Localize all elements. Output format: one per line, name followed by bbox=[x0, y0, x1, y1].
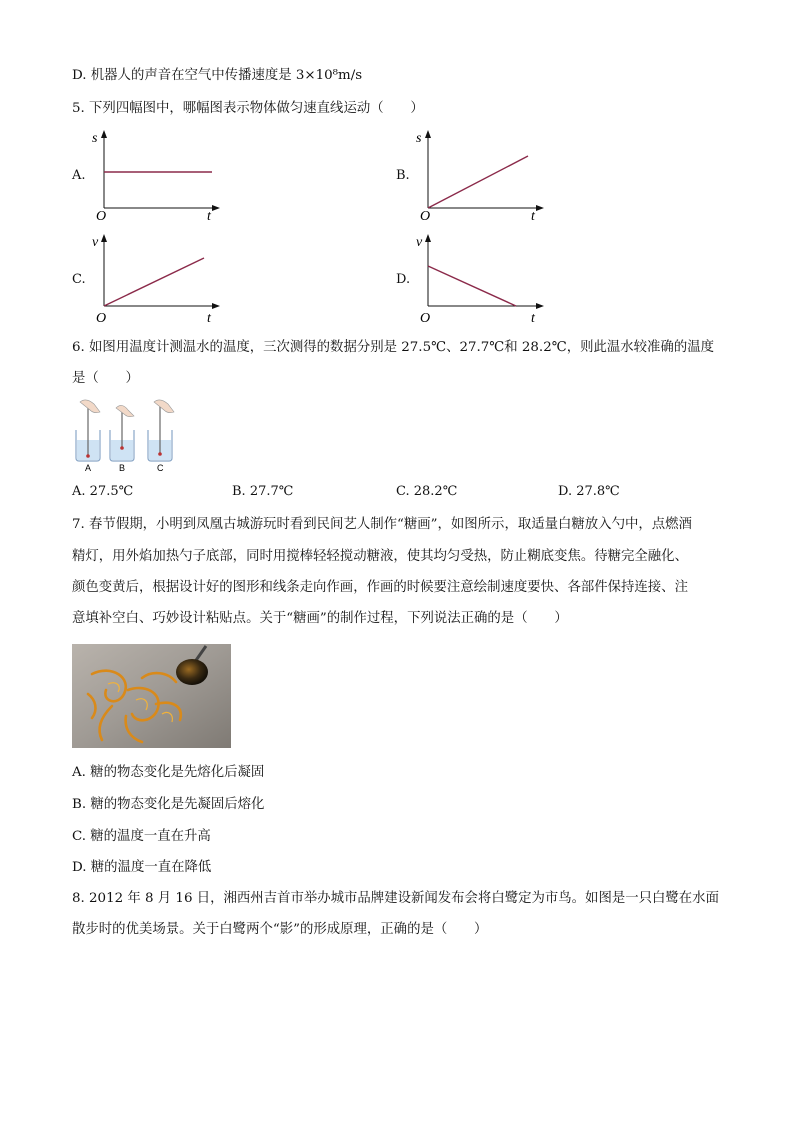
q6-option-a: A. 27.5℃ bbox=[72, 484, 134, 499]
graph-c-origin: O bbox=[96, 311, 107, 324]
q6-option-b: B. 27.7℃ bbox=[232, 484, 294, 499]
graph-b-origin: O bbox=[420, 209, 431, 220]
q6-thermometer-figure bbox=[70, 398, 200, 474]
beaker-c bbox=[148, 400, 174, 461]
q7-option-a: A. 糖的物态变化是先熔化后凝固 bbox=[72, 765, 265, 780]
graph-a-xaxis: t bbox=[207, 209, 211, 220]
beaker-a bbox=[76, 400, 100, 461]
graph-d-yaxis: v bbox=[416, 235, 423, 250]
q8-stem-1: 8. 2012 年 8 月 16 日，湘西州吉首市举办城市品牌建设新闻发布会将白鹭定为市鸟。如图是一只白鹭在水面 bbox=[72, 891, 719, 906]
graph-a-yaxis: s bbox=[92, 131, 98, 146]
q6-option-d: D. 27.8℃ bbox=[558, 484, 620, 499]
sugar-painting-photo bbox=[72, 644, 231, 748]
q8-stem-2: 散步时的优美场景。关于白鹭两个“影”的形成原理，正确的是（ ） bbox=[72, 922, 488, 937]
graph-a-origin: O bbox=[96, 209, 107, 220]
q6-stem-1: 6. 如图用温度计测温水的温度，三次测得的数据分别是 27.5℃、27.7℃和 28.2℃，则此温水较准确的温度 bbox=[72, 340, 714, 355]
beaker-b bbox=[110, 405, 134, 461]
q5-label-a: A. bbox=[72, 168, 86, 183]
graph-c-yaxis: v bbox=[92, 235, 99, 250]
q5-label-d: D. bbox=[396, 272, 411, 287]
q5-graph-a bbox=[92, 128, 224, 220]
thermo-label-b: B bbox=[119, 463, 126, 473]
q5-graph-d bbox=[416, 232, 548, 324]
graph-d-origin: O bbox=[420, 311, 431, 324]
q7-stem-1: 7. 春节假期，小明到凤凰古城游玩时看到民间艺人制作“糖画”，如图所示，取适量白糖放入勺中，点燃酒 bbox=[72, 517, 692, 532]
graph-c-line bbox=[104, 258, 204, 306]
q5-graph-b bbox=[416, 128, 548, 220]
q7-stem-3: 颜色变黄后，根据设计好的图形和线条走向作画，作画的时候要注意绘制速度要快、各部件保持连接、注 bbox=[72, 580, 688, 595]
graph-d-line bbox=[428, 266, 516, 306]
q7-option-c: C. 糖的温度一直在升高 bbox=[72, 829, 211, 844]
q7-option-d: D. 糖的温度一直在降低 bbox=[72, 860, 212, 875]
q7-stem-2: 精灯，用外焰加热勺子底部，同时用搅棒轻轻搅动糖液，使其均匀受热，防止糊底变焦。待糖完全融化、 bbox=[72, 549, 688, 564]
q5-graph-c bbox=[92, 232, 224, 324]
thermo-label-a: A bbox=[85, 463, 92, 473]
thermo-label-c: C bbox=[157, 463, 164, 473]
graph-b-xaxis: t bbox=[531, 209, 535, 220]
q5-label-c: C. bbox=[72, 272, 86, 287]
graph-c-xaxis: t bbox=[207, 311, 211, 324]
graph-d-xaxis: t bbox=[531, 311, 535, 324]
graph-b-yaxis: s bbox=[416, 131, 422, 146]
q5-stem: 5. 下列四幅图中，哪幅图表示物体做匀速直线运动（ ） bbox=[72, 101, 424, 116]
graph-b-line bbox=[428, 156, 528, 208]
q5-label-b: B. bbox=[396, 168, 410, 183]
q6-option-c: C. 28.2℃ bbox=[396, 484, 458, 499]
q4-option-d: D. 机器人的声音在空气中传播速度是 3×10⁸m/s bbox=[72, 68, 363, 83]
q7-option-b: B. 糖的物态变化是先凝固后熔化 bbox=[72, 797, 265, 812]
q6-stem-2: 是（ ） bbox=[72, 371, 139, 386]
q7-stem-4: 意填补空白、巧妙设计粘贴点。关于“糖画”的制作过程，下列说法正确的是（ ） bbox=[72, 611, 568, 626]
